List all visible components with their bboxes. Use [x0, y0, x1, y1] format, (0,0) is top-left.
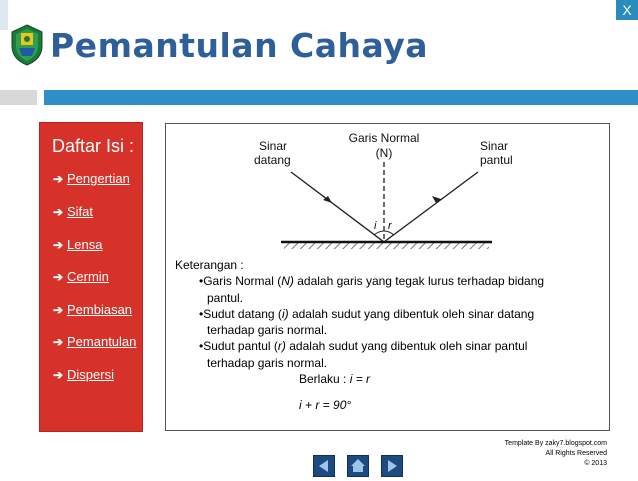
- sidebar-item-pengertian[interactable]: [53, 171, 130, 186]
- sidebar-item-dispersi[interactable]: [53, 367, 114, 382]
- sidebar-item-label: Lensa: [67, 237, 103, 252]
- sidebar-title: Daftar Isi :: [52, 136, 135, 156]
- home-icon: [348, 456, 368, 476]
- normal-symbol: (N): [375, 146, 393, 160]
- top-left-decoration: [0, 0, 8, 30]
- sidebar-item-label: Pengertian: [67, 171, 130, 186]
- incident-label-2: datang: [254, 153, 291, 167]
- triangle-left-icon: [314, 456, 334, 476]
- header-band: [44, 90, 638, 105]
- bullet-reflected-cont: terhadap garis normal.: [207, 355, 328, 370]
- sidebar: [39, 122, 143, 432]
- formula-sum: i + r = 90°: [299, 398, 352, 412]
- reflected-label: Sinar: [480, 139, 509, 153]
- normal-label: Garis Normal: [348, 131, 420, 145]
- incident-label: Sinar: [259, 139, 288, 153]
- reflected-ray: [384, 172, 478, 242]
- sidebar-item-pemantulan[interactable]: [53, 334, 136, 349]
- arrow-right-icon: ➔: [53, 238, 64, 252]
- prev-button[interactable]: [313, 455, 335, 477]
- sidebar-item-pembiasan[interactable]: [53, 302, 132, 317]
- arrow-right-icon: ➔: [53, 172, 64, 186]
- sidebar-item-cermin[interactable]: [53, 269, 109, 284]
- arrow-right-icon: ➔: [53, 303, 64, 317]
- reflected-arrow-icon: [432, 196, 441, 203]
- angle-i-label: i: [374, 220, 377, 232]
- sidebar-item-sifat[interactable]: [53, 204, 93, 219]
- close-button[interactable]: X: [616, 0, 638, 20]
- angle-r-label: r: [388, 220, 392, 232]
- arrow-right-icon: ➔: [53, 335, 64, 349]
- sidebar-item-label: Dispersi: [67, 367, 114, 382]
- arrow-right-icon: ➔: [53, 205, 64, 219]
- sidebar-item-label: Pemantulan: [67, 334, 137, 349]
- keterangan-heading: Keterangan :: [175, 258, 244, 272]
- arrow-right-icon: ➔: [53, 368, 64, 382]
- reflected-label-2: pantul: [480, 153, 513, 167]
- triangle-right-icon: [382, 456, 402, 476]
- sidebar-item-label: Cermin: [67, 269, 109, 284]
- bullet-reflected: •Sudut pantul (r) adalah sudut yang dibentuk oleh sinar pantul: [199, 339, 528, 354]
- header-band-left: [0, 90, 37, 105]
- sidebar-item-label: Sifat: [67, 204, 94, 219]
- sidebar-item-lensa[interactable]: [53, 237, 102, 252]
- next-button[interactable]: [381, 455, 403, 477]
- bullet-incident: •Sudut datang (i) adalah sudut yang dibentuk oleh sinar datang: [199, 306, 535, 321]
- bullet-normal-cont: pantul.: [207, 290, 244, 305]
- logo-emblem-icon: [10, 24, 44, 66]
- page-title: Pemantulan Cahaya: [50, 26, 429, 65]
- formula-berlaku: Berlaku : i = r: [299, 372, 371, 386]
- keterangan-block: [175, 257, 595, 371]
- incident-ray: [291, 172, 384, 242]
- footer-credits: Template By zaky7.blogspot.com All Rights Reserved © 2013: [504, 440, 607, 467]
- bullet-incident-cont: terhadap garis normal.: [207, 323, 328, 338]
- reflection-diagram: [236, 126, 536, 254]
- home-button[interactable]: [347, 455, 369, 477]
- bullet-normal: •Garis Normal (N) adalah garis yang tegak lurus terhadap bidang: [199, 274, 545, 289]
- sidebar-item-label: Pembiasan: [67, 302, 133, 317]
- arrow-right-icon: ➔: [53, 270, 64, 284]
- content-panel: [165, 123, 610, 431]
